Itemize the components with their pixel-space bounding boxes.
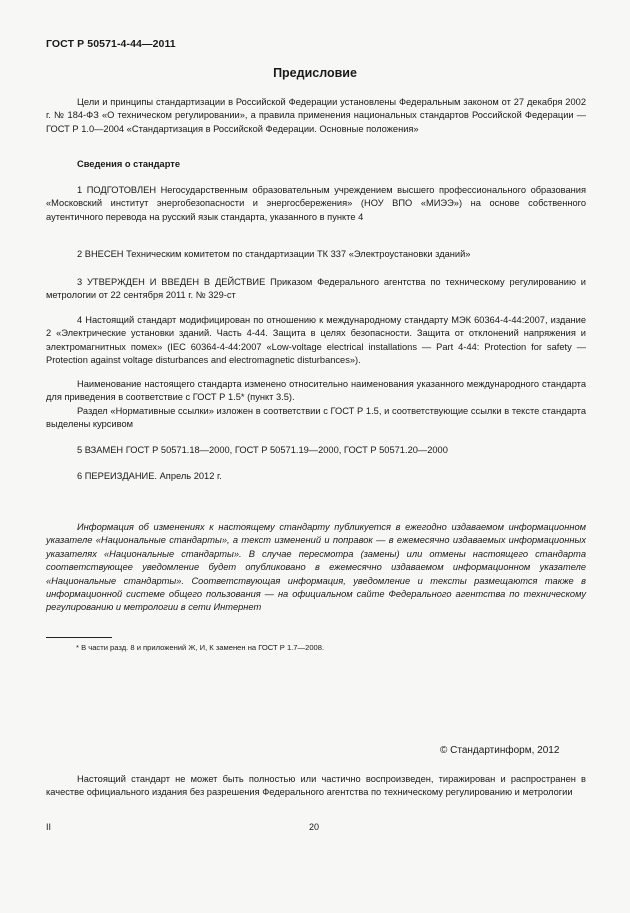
page-number: 20 xyxy=(309,822,320,832)
page-number-roman: II xyxy=(46,822,52,832)
item-4-modification: 4 Настоящий стандарт модифицирован по отношению к международному стандарту МЭК 60364-4-44:2007, издание 2 «Электрические установки зданий. Часть 4-44. Защита в целях безопасности. Защита от отклонений напряжения и электромагнитных помех» (IEC 60364-4-44:2007 «Low-voltage electrical installations — Part 4-44: Protection for safety — Protection against voltage disturbances and electromagnetic disturbances»). xyxy=(46,315,586,366)
page-title: Предисловие xyxy=(273,66,357,80)
copyright: © Стандартинформ, 2012 xyxy=(440,745,560,756)
item-1: 1 ПОДГОТОВЛЕН Негосударственным образовательным учреждением высшего профессионального образования «Московский институт энергобезопасности и энергосбережения» (НОУ ВПО «МИЭЭ») на основе собственного аутентичного перевода на русский язык стандарта, указанного в пункте 4 xyxy=(46,185,586,222)
item-2: 2 ВНЕСЕН Техническим комитетом по стандартизации ТК 337 «Электроустановки зданий» xyxy=(77,249,471,259)
item-4-name-change: Наименование настоящего стандарта изменено относительно наименования указанного международного стандарта для приведения в соответствие с ГОСТ Р 1.5* (пункт 3.5). xyxy=(46,379,586,403)
item-3: 3 УТВЕРЖДЕН И ВВЕДЕН В ДЕЙСТВИЕ Приказом Федерального агентства по техническому регулированию и метрологии от 22 сентября 2011 г. № 329-ст xyxy=(46,277,586,301)
changes-notice: Информация об изменениях к настоящему стандарту публикуется в ежегодно издаваемом информационном указателе «Национальные стандарты», а текст изменений и поправок — в ежемесячно издаваемых информационных указателях «Национальные стандарты». В случае пересмотра (замены) или отмены настоящего стандарта соответствующее уведомление будет опубликовано в ежемесячно издаваемом информационном указателе «Национальные стандарты». Соответствующая информация, уведомление и тексты размещаются также в информационной системе общего пользования — на официальном сайте Федерального агентства по техническому регулированию и метрологии в сети Интернет xyxy=(46,522,586,613)
info-heading: Сведения о стандарте xyxy=(77,159,181,169)
rights-notice: Настоящий стандарт не может быть полностью или частично воспроизведен, тиражирован и распространен в качестве официального издания без разрешения Федерального агентства по техническому регулированию и метрологии xyxy=(46,774,586,798)
intro-paragraph: Цели и принципы стандартизации в Российской Федерации установлены Федеральным законом от 27 декабря 2002 г. № 184-ФЗ «О техническом регулировании», а правила применения национальных стандартов Российской Федерации — ГОСТ Р 1.0—2004 «Стандартизация в Российской Федерации. Основные положения» xyxy=(46,97,586,134)
footnote: * В части разд. 8 и приложений Ж, И, К заменен на ГОСТ Р 1.7—2008. xyxy=(76,643,325,652)
item-5: 5 ВЗАМЕН ГОСТ Р 50571.18—2000, ГОСТ Р 50571.19—2000, ГОСТ Р 50571.20—2000 xyxy=(77,445,448,455)
item-6: 6 ПЕРЕИЗДАНИЕ. Апрель 2012 г. xyxy=(77,471,222,481)
document-header: ГОСТ Р 50571-4-44—2011 xyxy=(46,38,176,50)
footnote-divider xyxy=(46,637,112,638)
item-4-references: Раздел «Нормативные ссылки» изложен в соответствии с ГОСТ Р 1.5, и соответствующие ссылки в тексте стандарта выделены курсивом xyxy=(46,406,586,430)
